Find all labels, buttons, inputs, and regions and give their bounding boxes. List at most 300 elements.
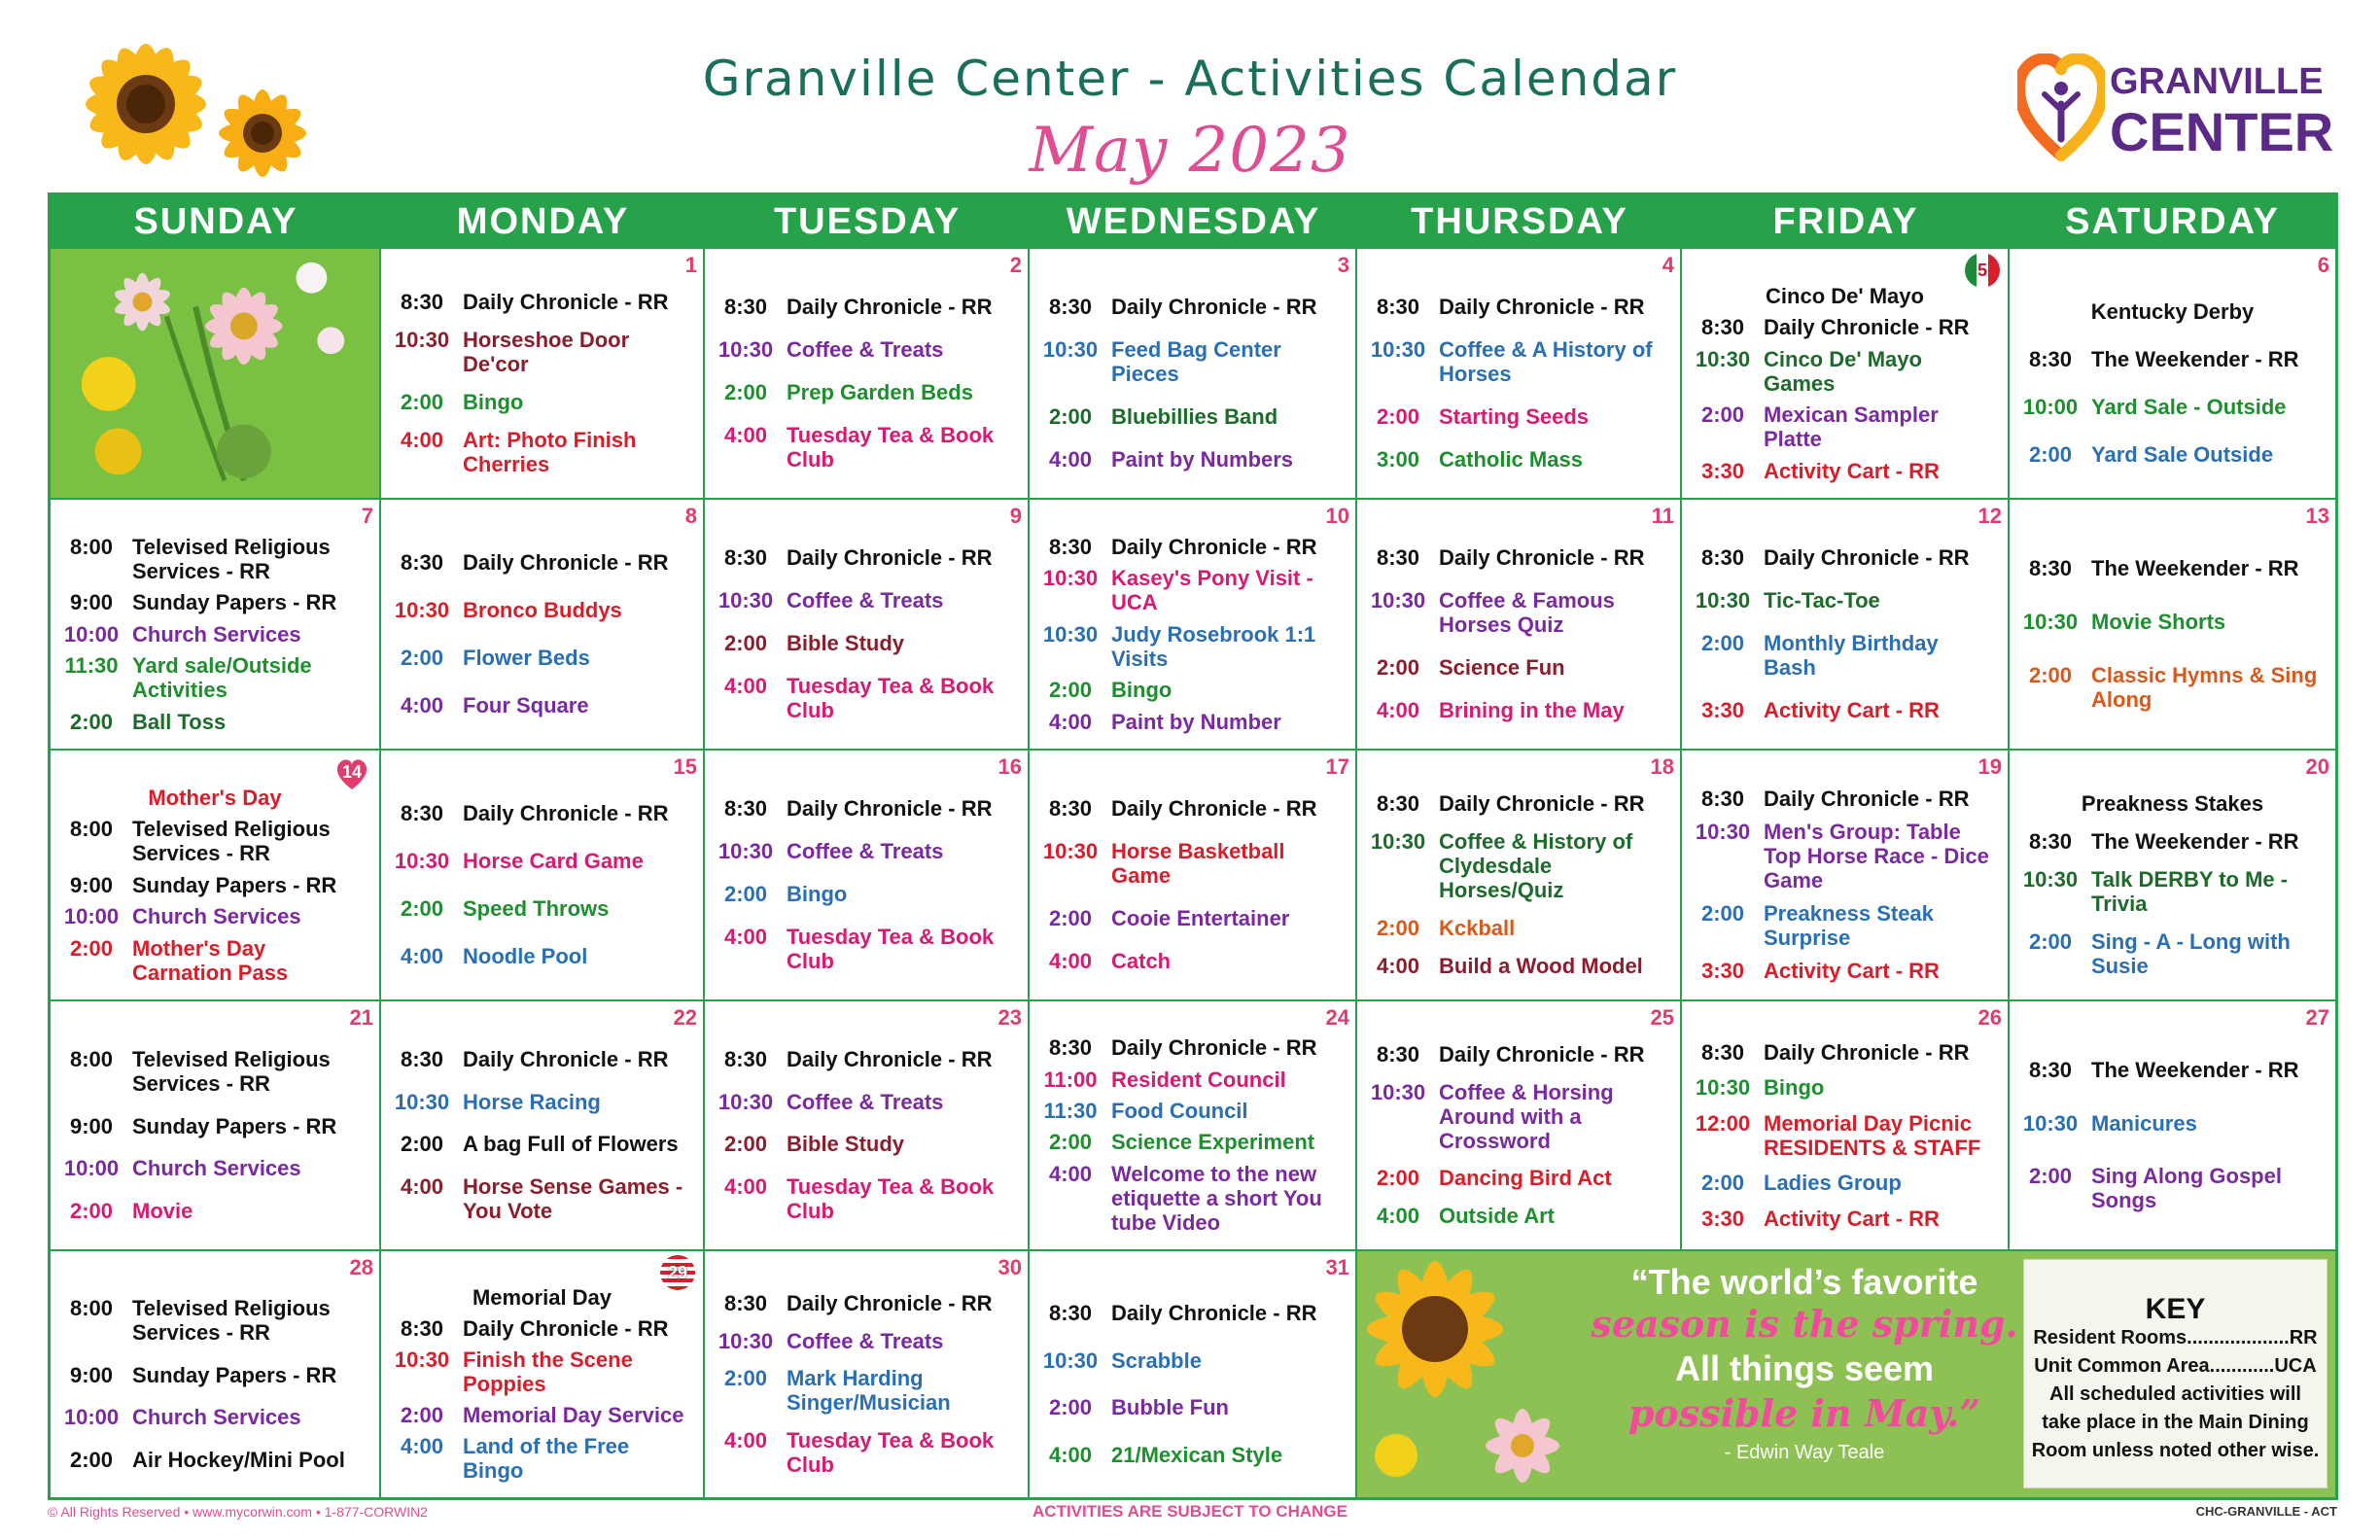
event-item <box>1682 631 2008 680</box>
event-time: 10:30 <box>394 598 450 622</box>
event-name: Talk DERBY to Me - Trivia <box>2091 867 2289 916</box>
event-item <box>1030 1443 1355 1467</box>
event-name: Judy Rosebrook 1:1 Visits <box>1111 621 1316 671</box>
day-cell <box>1682 500 2010 751</box>
event-name: Flower Beds <box>463 646 590 670</box>
event-item <box>705 380 1028 404</box>
event-time: 2:00 <box>723 882 768 906</box>
event-list <box>1030 259 1355 490</box>
event-item <box>705 295 1028 319</box>
event-name: Yard Sale Outside <box>2091 442 2274 467</box>
event-name: Daily Chronicle - RR <box>1439 295 1645 319</box>
day-cell <box>1682 751 2010 1001</box>
event-item <box>51 904 379 928</box>
event-name: Yard Sale - Outside <box>2091 395 2287 419</box>
event-item <box>2010 610 2335 634</box>
event-item <box>51 1448 379 1472</box>
event-time: 8:30 <box>723 796 768 821</box>
event-name: Resident Council <box>1111 1067 1286 1092</box>
event-item <box>381 849 703 873</box>
event-time: 10:30 <box>2022 867 2079 892</box>
event-time: 8:30 <box>400 290 444 314</box>
event-name: Horse Card Game <box>463 849 644 873</box>
event-name: Televised Religious Services - RR <box>132 1046 331 1096</box>
day-number: 1 <box>684 253 697 277</box>
event-time: 2:00 <box>723 380 768 404</box>
day-number: 27 <box>2305 1005 2329 1030</box>
event-list <box>1030 1011 1355 1242</box>
event-name: Daily Chronicle - RR <box>463 550 669 575</box>
event-time: 10:30 <box>1370 337 1426 362</box>
event-time: 4:00 <box>1048 1442 1093 1467</box>
event-name: Starting Seeds <box>1439 404 1590 429</box>
event-name: Ladies Group <box>1764 1171 1902 1195</box>
event-time: 4:00 <box>723 674 768 698</box>
day-cell <box>1030 751 1357 1001</box>
event-name: Coffee & Treats <box>787 1089 944 1114</box>
event-item <box>705 1174 1028 1223</box>
event-name: Daily Chronicle - RR <box>787 545 993 570</box>
day-cell <box>1030 249 1357 500</box>
event-item <box>381 598 703 622</box>
event-time: 11:30 <box>64 653 119 678</box>
event-name: Activity Cart - RR <box>1764 458 1940 483</box>
event-item <box>381 290 703 314</box>
event-name: Sunday Papers - RR <box>132 590 337 614</box>
event-time: 2:00 <box>723 1366 768 1391</box>
event-item <box>381 1132 703 1156</box>
event-time: 10:30 <box>2022 610 2079 634</box>
event-name: Daily Chronicle - RR <box>463 290 669 314</box>
event-name: Daily Chronicle - RR <box>1439 545 1645 570</box>
event-list <box>381 1261 703 1489</box>
event-list <box>51 509 379 741</box>
event-time: 10:30 <box>394 328 450 352</box>
event-item <box>51 1156 379 1180</box>
event-item <box>1030 622 1355 671</box>
event-item <box>1030 1068 1355 1092</box>
day-number: 17 <box>1325 754 1349 779</box>
event-time: 12:00 <box>1695 1110 1751 1136</box>
day-cell <box>51 1251 381 1497</box>
day-cell <box>1030 500 1357 751</box>
event-item <box>1357 655 1680 680</box>
event-item <box>51 1199 379 1223</box>
event-name: Bible Study <box>787 631 905 655</box>
day-number: 3 <box>1337 253 1349 277</box>
event-name: Preakness Steak Surprise <box>1764 901 1934 950</box>
event-name: Bronco Buddys <box>463 598 622 622</box>
event-time: 10:30 <box>718 588 774 612</box>
event-item <box>1357 1042 1680 1067</box>
event-time: 4:00 <box>1048 949 1093 973</box>
day-number: 21 <box>349 1005 373 1030</box>
event-time: 2:00 <box>1376 655 1420 680</box>
event-time: 8:30 <box>723 1291 768 1316</box>
event-list <box>2010 509 2335 741</box>
event-item <box>2010 663 2335 712</box>
day-cell <box>1030 1251 1357 1497</box>
event-name: Daily Chronicle - RR <box>463 1046 669 1071</box>
event-time: 8:30 <box>400 550 444 575</box>
quote-line4: possible in May.” <box>1628 1391 1981 1435</box>
event-item <box>1682 1171 2008 1195</box>
day-number: 19 <box>1978 754 2002 779</box>
event-time: 10:00 <box>63 1156 120 1181</box>
event-name: Coffee & History of Clydesdale Horses/Quiz <box>1439 829 1633 902</box>
event-list <box>381 509 703 741</box>
event-list <box>381 259 703 490</box>
event-time: 8:30 <box>400 1316 444 1341</box>
event-item <box>1357 791 1680 816</box>
event-time: 3:30 <box>1700 458 1745 483</box>
event-item <box>1030 566 1355 614</box>
event-time: 2:00 <box>69 935 114 961</box>
event-name: Bingo <box>1111 678 1172 702</box>
day-number: 29 <box>667 1263 688 1282</box>
event-list <box>1682 509 2008 741</box>
event-item <box>705 1329 1028 1353</box>
event-time: 4:00 <box>400 428 444 452</box>
day-number: 4 <box>1662 253 1674 277</box>
granville-logo <box>2017 53 2338 165</box>
event-name: Science Fun <box>1439 655 1565 680</box>
event-item <box>1357 588 1680 637</box>
event-item <box>705 1291 1028 1315</box>
event-name: Activity Cart - RR <box>1764 1206 1940 1231</box>
footer-notice: ACTIVITIES ARE SUBJECT TO CHANGE <box>1032 1502 1348 1521</box>
event-time: 10:30 <box>2022 1110 2079 1136</box>
event-item <box>51 590 379 614</box>
event-item <box>1682 901 2008 950</box>
quote-panel <box>1357 1251 2335 1497</box>
event-name: Daily Chronicle - RR <box>1439 1041 1645 1067</box>
event-name: Speed Throws <box>463 896 610 921</box>
event-time: 10:30 <box>1695 346 1751 371</box>
event-time: 10:30 <box>718 337 774 362</box>
event-time: 8:30 <box>1376 1041 1420 1067</box>
event-time: 4:00 <box>400 944 444 968</box>
event-name: Daily Chronicle - RR <box>787 1046 993 1071</box>
holiday-label: Cinco De' Mayo <box>1766 283 1924 308</box>
event-name: Daily Chronicle - RR <box>1439 791 1645 816</box>
event-name: Bible Study <box>787 1132 905 1157</box>
event-name: Cinco De' Mayo Games <box>1764 346 1922 396</box>
day-number: 8 <box>684 504 697 528</box>
event-list <box>1357 760 1680 992</box>
event-time: 10:30 <box>1370 1079 1426 1104</box>
event-time: 2:00 <box>1700 631 1745 655</box>
day-cell <box>381 249 705 500</box>
event-list <box>381 1011 703 1242</box>
day-number: 10 <box>1325 504 1349 528</box>
event-name: Sing Along Gospel Songs <box>2091 1164 2282 1213</box>
event-time: 8:30 <box>1376 545 1420 570</box>
event-item <box>705 545 1028 570</box>
event-item <box>1682 1111 2008 1160</box>
event-item <box>51 622 379 647</box>
event-item <box>1030 839 1355 888</box>
day-number: 24 <box>1325 1005 1349 1030</box>
event-item <box>1682 1040 2008 1065</box>
event-name: Televised Religious Services - RR <box>132 1296 331 1346</box>
event-time: 10:30 <box>394 1089 450 1114</box>
event-time: 10:30 <box>394 849 450 873</box>
event-item <box>1682 959 2008 983</box>
event-name: Sing - A - Long with Susie <box>2091 929 2291 978</box>
event-name: Scrabble <box>1111 1348 1202 1373</box>
event-name: 21/Mexican Style <box>1111 1442 1283 1467</box>
footer-code: CHC-GRANVILLE - ACT <box>2195 1504 2337 1519</box>
event-item <box>51 1047 379 1096</box>
event-name: Mother's Day Carnation Pass <box>132 935 289 985</box>
weekday-wednesday: WEDNESDAY <box>1066 201 1321 242</box>
event-item <box>1357 545 1680 570</box>
event-item <box>381 1174 703 1223</box>
event-item <box>1357 954 1680 978</box>
event-item <box>51 873 379 897</box>
event-time: 2:00 <box>69 1199 114 1224</box>
event-name: Church Services <box>132 1156 301 1181</box>
event-name: Horse Sense Games - You Vote <box>463 1174 683 1224</box>
event-time: 10:30 <box>718 1328 774 1353</box>
event-time: 8:00 <box>69 534 114 559</box>
event-list <box>705 1011 1028 1242</box>
day-cell <box>2010 1001 2335 1251</box>
day-cell <box>705 249 1030 500</box>
event-item <box>1030 447 1355 472</box>
footer-copyright: © All Rights Reserved • www.mycorwin.com • 1-877-CORWIN2 <box>48 1504 428 1520</box>
event-item <box>381 646 703 670</box>
event-time: 8:30 <box>723 295 768 319</box>
event-name: Daily Chronicle - RR <box>463 1316 669 1341</box>
event-time: 3:30 <box>1700 1206 1745 1231</box>
event-time: 10:30 <box>394 1348 450 1372</box>
event-item <box>1030 1301 1355 1325</box>
holiday-label: Preakness Stakes <box>2081 791 2264 816</box>
flower-bouquet-image <box>51 249 379 498</box>
event-time: 8:00 <box>69 1296 114 1321</box>
event-name: Daily Chronicle - RR <box>787 295 993 319</box>
spring-quote <box>1591 1263 2018 1469</box>
day-cell <box>381 1001 705 1251</box>
event-time: 10:30 <box>1370 588 1426 612</box>
event-item <box>1357 1166 1680 1190</box>
event-name: Prep Garden Beds <box>787 380 973 404</box>
event-name: Tuesday Tea & Book Club <box>787 925 995 973</box>
event-time: 4:00 <box>1048 1161 1093 1186</box>
event-name: Horse Basketball Game <box>1111 839 1285 888</box>
event-item <box>705 1366 1028 1415</box>
quote-line2: season is the spring. <box>1591 1302 2018 1346</box>
logo-line2: CENTER <box>2110 101 2334 162</box>
event-name: Daily Chronicle - RR <box>787 796 993 821</box>
calendar <box>48 192 2338 1500</box>
day-number: 25 <box>1650 1005 1674 1030</box>
event-item <box>381 1047 703 1071</box>
event-item <box>51 710 379 734</box>
event-time: 2:00 <box>2028 663 2073 687</box>
event-item <box>705 882 1028 906</box>
event-name: Kckball <box>1439 916 1516 940</box>
event-list <box>51 760 379 992</box>
event-item <box>51 1296 379 1345</box>
event-time: 8:30 <box>723 1046 768 1071</box>
event-name: Four Square <box>463 693 589 718</box>
event-time: 2:00 <box>400 390 444 414</box>
event-time: 10:30 <box>1042 621 1099 647</box>
event-item <box>51 1363 379 1387</box>
event-item <box>1357 447 1680 472</box>
event-time: 2:00 <box>1376 916 1420 940</box>
event-time: 8:30 <box>1048 295 1093 319</box>
event-item <box>2010 347 2335 371</box>
event-name: Paint by Number <box>1111 709 1281 734</box>
weekday-sunday: SUNDAY <box>133 201 298 242</box>
event-name: Church Services <box>132 1405 301 1430</box>
day-cell <box>381 1251 705 1497</box>
event-item <box>381 390 703 414</box>
event-item <box>381 550 703 575</box>
event-name: Televised Religious Services - RR <box>132 534 331 583</box>
event-time: 2:00 <box>1376 1166 1420 1191</box>
sunflower-corner-image <box>1357 1251 1591 1497</box>
event-name: Art: Photo Finish Cherries <box>463 428 637 476</box>
event-name: Noodle Pool <box>463 944 588 968</box>
event-name: Catch <box>1111 949 1172 973</box>
calendar-grid <box>51 249 2335 1497</box>
event-item <box>1682 588 2008 612</box>
event-name: Daily Chronicle - RR <box>1111 1301 1317 1326</box>
event-time: 10:30 <box>1042 1348 1099 1373</box>
event-name: Land of the Free Bingo <box>463 1434 630 1483</box>
event-item <box>51 1114 379 1138</box>
event-name: The Weekender - RR <box>2091 347 2299 371</box>
event-time: 8:30 <box>1048 796 1093 821</box>
event-item <box>51 653 379 702</box>
event-list <box>2010 259 2335 490</box>
event-item <box>705 1428 1028 1477</box>
quote-line3: All things seem <box>1674 1348 1935 1388</box>
heart-logo-icon <box>2017 53 2105 165</box>
event-list <box>1357 1011 1680 1242</box>
event-item <box>1030 678 1355 702</box>
day-number: 28 <box>349 1255 373 1279</box>
event-list <box>705 509 1028 741</box>
event-time: 2:00 <box>400 1132 444 1157</box>
event-name: Coffee & Treats <box>787 839 944 863</box>
event-name: Science Experiment <box>1111 1130 1315 1155</box>
event-name: Activity Cart - RR <box>1764 698 1940 722</box>
event-name: Coffee & A History of Horses <box>1439 337 1653 386</box>
event-name: Outside Art <box>1439 1204 1555 1229</box>
holiday-label: Memorial Day <box>472 1285 612 1310</box>
event-time: 10:30 <box>718 839 774 863</box>
weekday-tuesday: TUESDAY <box>773 201 962 242</box>
event-name: Men's Group: Table Top Horse Race - Dice Game <box>1764 820 1989 892</box>
event-name: Coffee & Famous Horses Quiz <box>1439 588 1615 637</box>
event-list <box>51 1261 379 1489</box>
event-time: 8:00 <box>69 1046 114 1071</box>
event-name: The Weekender - RR <box>2091 829 2299 854</box>
event-name: Ball Toss <box>132 709 227 734</box>
event-list <box>1682 1011 2008 1242</box>
day-number: 16 <box>998 754 1022 779</box>
event-name: Manicures <box>2091 1110 2197 1136</box>
event-time: 11:30 <box>1043 1098 1098 1123</box>
event-time: 10:30 <box>1695 588 1751 612</box>
event-name: Memorial Day Service <box>463 1403 684 1427</box>
event-name: Coffee & Horsing Around with a Crossword <box>1439 1079 1614 1153</box>
event-time: 10:00 <box>63 621 120 647</box>
day-number: 20 <box>2305 754 2329 779</box>
event-item <box>705 1047 1028 1071</box>
day-number: 5 <box>1977 261 1987 280</box>
event-name: Daily Chronicle - RR <box>1111 796 1317 821</box>
event-item <box>705 631 1028 655</box>
event-name: Church Services <box>132 621 301 647</box>
event-time: 3:30 <box>1700 698 1745 722</box>
event-name: Church Services <box>132 904 301 928</box>
event-name: Memorial Day Picnic RESIDENTS & STAFF <box>1764 1110 1981 1160</box>
event-name: Daily Chronicle - RR <box>1111 534 1317 559</box>
day-cell <box>705 500 1030 751</box>
event-name: Paint by Numbers <box>1111 447 1294 472</box>
legend-key <box>2023 1259 2328 1488</box>
event-item <box>705 839 1028 863</box>
event-time: 9:00 <box>69 590 114 614</box>
day-cell <box>1682 1001 2010 1251</box>
day-number: 14 <box>341 762 363 782</box>
event-item <box>705 925 1028 973</box>
event-name: The Weekender - RR <box>2091 1057 2299 1082</box>
event-time: 8:30 <box>1376 791 1420 816</box>
event-name: Horseshoe Door De'cor <box>463 328 630 376</box>
event-time: 2:00 <box>1048 404 1093 429</box>
day-cell <box>51 751 381 1001</box>
event-item <box>1030 1348 1355 1373</box>
event-item <box>51 817 379 865</box>
event-name: Daily Chronicle - RR <box>1764 1039 1970 1065</box>
event-time: 2:00 <box>1700 402 1745 427</box>
event-name: Sunday Papers - RR <box>132 1113 337 1138</box>
event-name: Daily Chronicle - RR <box>1764 787 1970 811</box>
event-name: Horse Racing <box>463 1089 601 1114</box>
event-item <box>1682 1075 2008 1100</box>
day-number: 9 <box>1009 504 1022 528</box>
event-item <box>381 1090 703 1114</box>
event-time: 4:00 <box>723 1427 768 1452</box>
day-number: 22 <box>673 1005 697 1030</box>
event-time: 2:00 <box>1700 1171 1745 1195</box>
event-name: Televised Religious Services - RR <box>132 817 331 865</box>
event-name: Bluebillies Band <box>1111 404 1278 429</box>
event-name: Yard sale/Outside Activities <box>132 653 312 702</box>
event-item <box>1357 337 1680 386</box>
event-time: 2:00 <box>400 646 444 670</box>
event-item <box>381 1403 703 1427</box>
event-name: A bag Full of Flowers <box>463 1132 679 1157</box>
day-number: 6 <box>2317 253 2329 277</box>
event-time: 2:00 <box>2028 1164 2073 1189</box>
event-name: Activity Cart - RR <box>1764 959 1940 983</box>
event-time: 10:30 <box>1695 820 1751 844</box>
event-name: Feed Bag Center Pieces <box>1111 337 1281 386</box>
event-time: 10:00 <box>63 904 120 928</box>
event-name: Movie Shorts <box>2091 610 2226 634</box>
day-cell <box>705 1251 1030 1497</box>
event-time: 8:30 <box>2028 347 2073 371</box>
